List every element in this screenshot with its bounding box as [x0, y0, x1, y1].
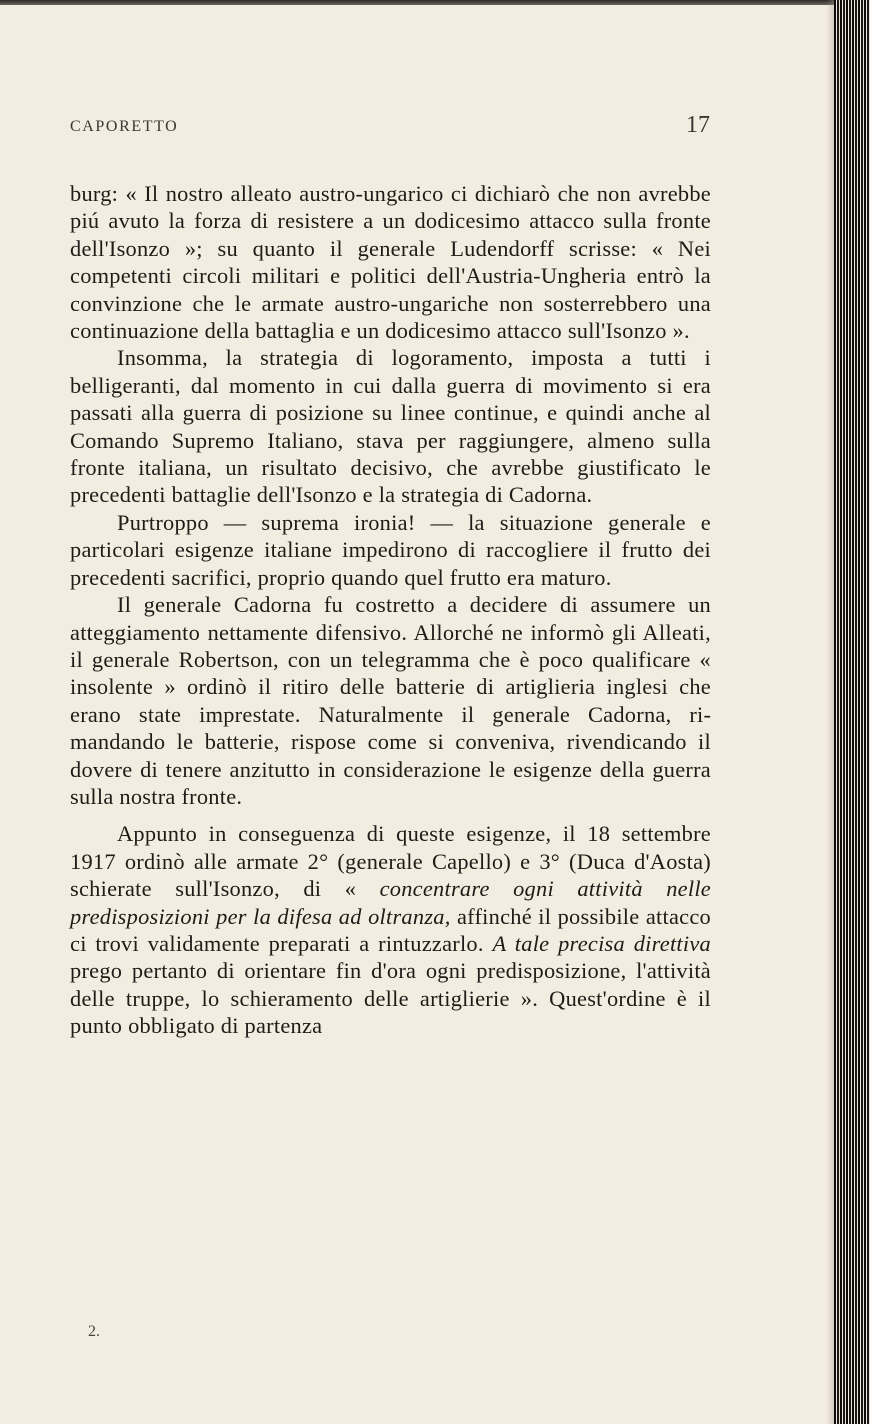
- page-edge-stack: [834, 0, 870, 1424]
- paragraph-5-italic-quote: concentrare ogni attività nelle predisposizioni per la difesa ad oltranza,: [70, 876, 711, 929]
- body-text: [70, 180, 711, 1040]
- top-page-rule: [0, 0, 838, 5]
- paragraph-5-text-a: Appunto in conseguenza di queste esigenze, il 18 settembre 1917 ordinò alle armate 2° (generale Capello) e 3° (Duca d'Aosta) schierate sull'Isonzo, di «: [70, 821, 711, 902]
- running-title: CAPORETTO: [70, 118, 179, 135]
- running-head: [70, 112, 710, 142]
- paragraph-4: Il generale Cadorna fu costretto a decidere di assumere un atteggiamento nettamente difensivo. Allorché ne informò gli Alleati, il generale Robertson, con un telegramma che è poco qualificare « insolente » ordinò il ritiro delle batterie di artiglieria inglesi che erano state imprestate. Naturalmente il generale Cadorna, rimandando le batterie, rispose come si conveniva, rivendicando il dovere di tenere anzitutto in considerazione le esigenze della guerra sulla nostra fronte.: [70, 592, 711, 809]
- page-number: 17: [686, 112, 710, 138]
- paragraph-5: [70, 820, 711, 1039]
- paragraph-3: Purtroppo — suprema ironia! — la situazione generale e particolari esigenze italiane impedirono di raccogliere il frutto dei precedenti sacrifici, proprio quando quel frutto era maturo.: [70, 509, 711, 590]
- paragraph-5-text-c: prego pertanto di orientare fin d'ora ogni predisposizione, l'attività delle truppe, lo schieramento delle artiglierie ». Quest'ordine è il punto obbligato di partenza: [70, 958, 711, 1039]
- paragraph-1: burg: « Il nostro alleato austro-ungarico ci dichiarò che non avrebbe piú avuto la forza di resistere a un dodicesimo attacco sulla fronte dell'Isonzo »; su quanto il generale Ludendorff scrisse: « Nei competenti circoli militari e politici dell'Austria-Ungheria entrò la convinzione che le armate austro-ungariche non sosterrebbero una continuazione della battaglia e un dodicesimo attacco sull'Isonzo ».: [70, 181, 711, 344]
- paragraph-5-text-b: affinché il possibile attacco ci trovi validamente preparati a rintuzzarlo.: [70, 903, 711, 956]
- paragraph-5-italic-directive: A tale precisa direttiva: [492, 930, 711, 956]
- signature-mark: 2.: [88, 1323, 100, 1340]
- paragraph-2: Insomma, la strategia di logoramento, imposta a tutti i belligeranti, dal momento in cui dalla guerra di movimento si era passati alla guerra di posizione su linee continue, e quindi anche al Comando Supremo Italiano, stava per raggiungere, almeno sulla fronte italiana, un risultato decisivo, che avrebbe giustificato le precedenti battaglie dell'Isonzo e la strategia di Cadorna.: [70, 345, 711, 508]
